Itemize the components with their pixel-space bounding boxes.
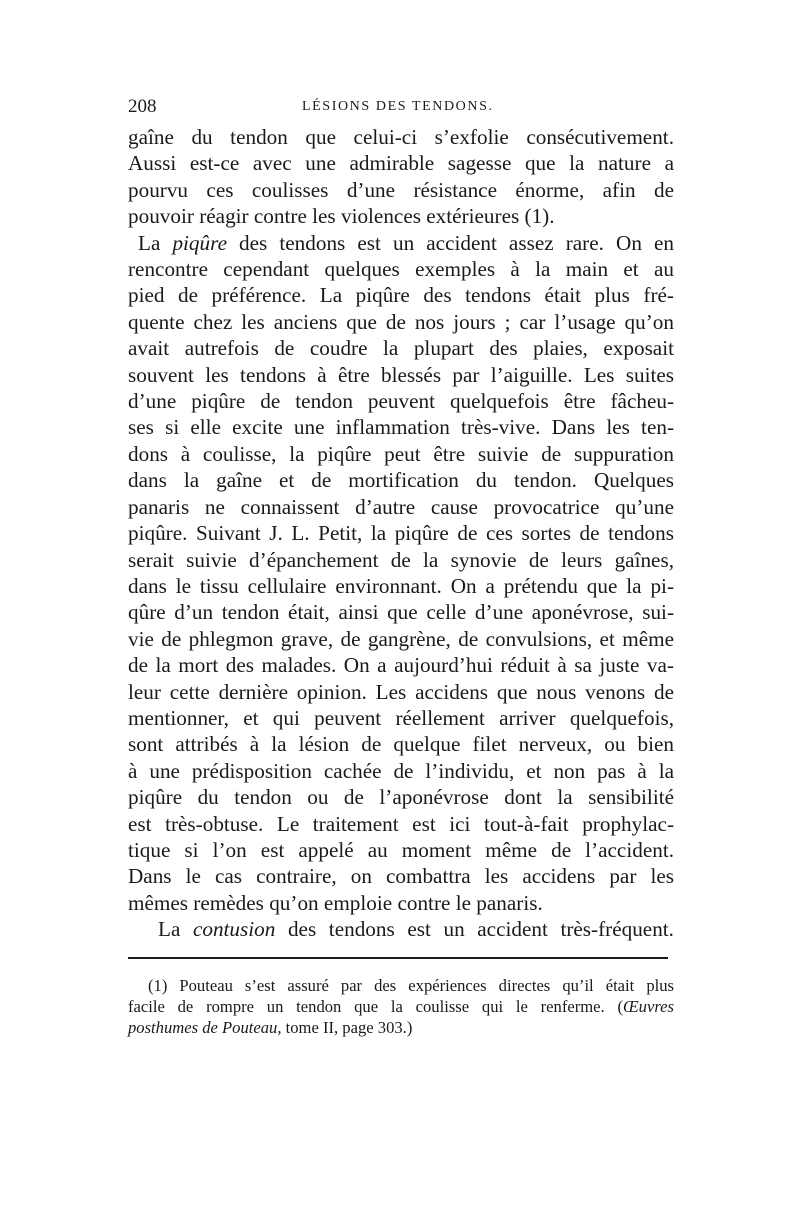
body-line: avait autrefois de coudre la plupart des plaies, exposait	[128, 336, 674, 361]
body-line: panaris ne connaissent d’autre cause provocatrice qu’une	[128, 494, 674, 519]
body-line: dans le tissu cellulaire environnant. On a prétendu que la pi-	[128, 573, 674, 598]
body-line: leur cette dernière opinion. Les accidens que nous venons de	[128, 679, 674, 704]
footnote-line: posthumes de Pouteau, tome II, page 303.)	[128, 1017, 413, 1037]
body-line: piqûre. Suivant J. L. Petit, la piqûre de ces sortes de tendons	[128, 521, 674, 546]
body-line: pouvoir réagir contre les violences extérieures (1).	[128, 204, 555, 229]
body-line: serait suivie d’épanchement de la synovie de leurs gaînes,	[128, 547, 674, 572]
body-line: est très-obtuse. Le traitement est ici tout-à-fait prophylac-	[128, 811, 674, 836]
body-line: piqûre du tendon ou de l’aponévrose dont la sensibilité	[128, 785, 674, 810]
page-number: 208	[128, 96, 157, 117]
body-line: Dans le cas contraire, on combattra les accidens par les	[128, 864, 674, 889]
body-line: souvent les tendons à être blessés par l’aiguille. Les suites	[128, 362, 674, 387]
running-title: LÉSIONS DES TENDONS.	[302, 99, 494, 114]
body-line: vie de phlegmon grave, de gangrène, de convulsions, et même	[128, 626, 674, 651]
body-line: mêmes remèdes qu’on emploie contre le panaris.	[128, 890, 543, 915]
page-header	[128, 96, 674, 124]
body-line: qûre d’un tendon était, ainsi que celle d’une aponévrose, sui-	[128, 600, 674, 625]
body-line: mentionner, et qui peuvent réellement arriver quelquefois,	[128, 705, 674, 730]
body-line: de la mort des malades. On a aujourd’hui réduit à sa juste va-	[128, 653, 674, 678]
body-line: Aussi est-ce avec une admirable sagesse que la nature a	[128, 151, 674, 176]
body-line: tique si l’on est appelé au moment même de l’accident.	[128, 837, 674, 862]
book-page	[128, 96, 674, 1038]
body-text	[128, 124, 674, 943]
body-line: dans la gaîne et de mortification du tendon. Quelques	[128, 468, 674, 493]
footnote-line: (1) Pouteau s’est assuré par des expériences directes qu’il était plus	[148, 975, 674, 995]
body-line: gaîne du tendon que celui-ci s’exfolie consécutivement.	[128, 125, 674, 149]
body-line: quente chez les anciens que de nos jours ; car l’usage qu’on	[128, 309, 674, 334]
footnote	[128, 975, 674, 1038]
body-line: rencontre cependant quelques exemples à la main et au	[128, 257, 674, 282]
footnote-line: facile de rompre un tendon que la coulisse qui le renferme. (Œuvres	[128, 996, 674, 1016]
body-line: La contusion des tendons est un accident très-fréquent.	[158, 917, 674, 942]
body-line: ses si elle excite une inflammation très-vive. Dans les ten-	[128, 415, 674, 440]
body-line: La piqûre des tendons est un accident assez rare. On en	[138, 230, 674, 255]
footnote-rule	[128, 957, 668, 959]
body-line: pourvu ces coulisses d’une résistance énorme, afin de	[128, 177, 674, 202]
body-line: d’une piqûre de tendon peuvent quelquefois être fâcheu-	[128, 389, 674, 414]
body-line: dons à coulisse, la piqûre peut être suivie de suppuration	[128, 441, 674, 466]
body-line: sont attribés à la lésion de quelque filet nerveux, ou bien	[128, 732, 674, 757]
body-line: à une prédisposition cachée de l’individu, et non pas à la	[128, 758, 674, 783]
body-line: pied de préférence. La piqûre des tendons était plus fré-	[128, 283, 674, 308]
